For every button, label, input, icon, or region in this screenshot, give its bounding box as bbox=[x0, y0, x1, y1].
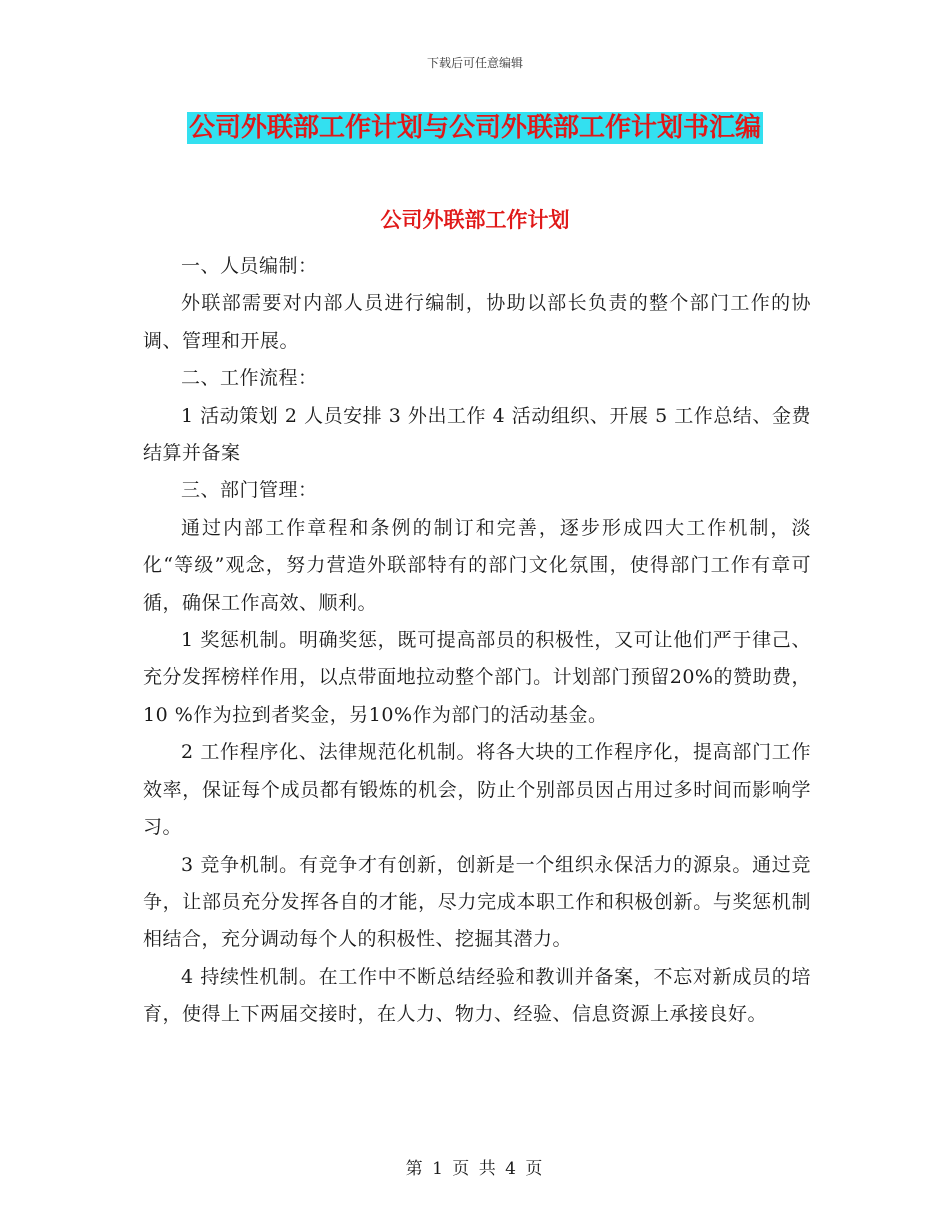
heading-workflow: 二、工作流程： bbox=[181, 367, 318, 390]
paragraph-procedure-mechanism: 2 工作程序化、法律规范化机制。将各大块的工作程序化，提高部门工作效率，保证每个成员都有锻炼的机会，防止个别部员因占用过多时间而影响学习。 bbox=[143, 741, 811, 839]
main-title: 公司外联部工作计划与公司外联部工作计划书汇编 bbox=[188, 113, 761, 143]
paragraph-continuity-mechanism: 4 持续性机制。在工作中不断总结经验和教训并备案，不忘对新成员的培育，使得上下两届交接时，在人力、物力、经验、信息资源上承接良好。 bbox=[143, 965, 811, 1026]
document-body bbox=[143, 248, 811, 1034]
paragraph-reward-mechanism: 1 奖惩机制。明确奖惩，既可提高部员的积极性，又可让他们严于律己、充分发挥榜样作用，以点带面地拉动整个部门。计划部门预留20%的赞助费，10 %作为拉到者奖金，另10%作为部门的活动基金。 bbox=[143, 629, 811, 726]
paragraph-management: 通过内部工作章程和条例的制订和完善，逐步形成四大工作机制，淡化“等级”观念，努力营造外联部特有的部门文化氛围，使得部门工作有章可循，确保工作高效、顺利。 bbox=[143, 516, 811, 614]
page-number: 第 1 页 共 4 页 bbox=[405, 1159, 545, 1179]
section-title: 公司外联部工作计划 bbox=[380, 208, 570, 232]
main-title-container bbox=[0, 112, 950, 144]
paragraph-workflow: 1 活动策划 2 人员安排 3 外出工作 4 活动组织、开展 5 工作总结、金费结算并备案 bbox=[143, 404, 811, 465]
page-header-note: 下载后可任意编辑 bbox=[426, 56, 523, 70]
heading-management: 三、部门管理： bbox=[181, 479, 318, 502]
paragraph-staffing: 外联部需要对内部人员进行编制，协助以部长负责的整个部门工作的协调、管理和开展。 bbox=[143, 292, 811, 352]
paragraph-competition-mechanism: 3 竞争机制。有竞争才有创新，创新是一个组织永保活力的源泉。通过竞争，让部员充分发挥各自的才能，尽力完成本职工作和积极创新。与奖惩机制相结合，充分调动每个人的积极性、挖掘其潜力。 bbox=[143, 853, 811, 951]
heading-staffing: 一、人员编制： bbox=[181, 255, 318, 277]
